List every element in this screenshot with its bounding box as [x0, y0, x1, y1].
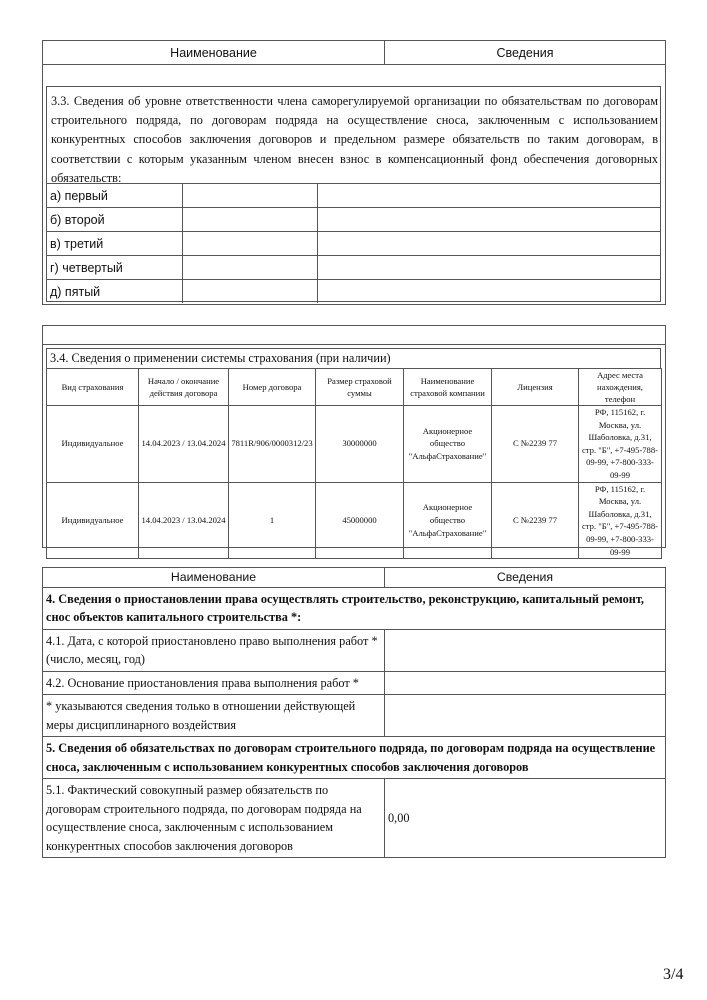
- section-5-title: 5. Сведения об обязательствах по договорам строительного подряда, по договорам подряда на осуществление сноса, заключенным с использованием конкурентных способов заключения договоров: [43, 737, 666, 779]
- contract-period: 14.04.2023 / 13.04.2024: [139, 482, 229, 559]
- insurance-table-header: [47, 369, 662, 406]
- license: С №2239 77: [492, 482, 579, 559]
- suspension-basis-value: [385, 671, 666, 695]
- insurance-type: Индивидуальное: [47, 482, 139, 559]
- suspension-basis-label: 4.2. Основание приостановления права выполнения работ *: [43, 671, 385, 695]
- suspension-obligations-table: [42, 567, 666, 858]
- responsibility-level-table: [46, 86, 661, 302]
- header-name-column: Наименование: [43, 41, 385, 64]
- column-header: Лицензия: [492, 369, 579, 406]
- license: С №2239 77: [492, 406, 579, 483]
- contract-period: 14.04.2023 / 13.04.2024: [139, 406, 229, 483]
- table-header: [43, 41, 665, 65]
- column-header: Начало / окончание действия договора: [139, 369, 229, 406]
- insurance-table: [46, 368, 662, 559]
- table-row: [43, 779, 666, 858]
- insurance-company: Акционерное общество "АльфаСтрахование": [404, 482, 492, 559]
- level-label: б) второй: [47, 208, 182, 232]
- table-row: [47, 208, 660, 232]
- obligations-amount-value: 0,00: [385, 779, 666, 858]
- column-header: Наименование страховой компании: [404, 369, 492, 406]
- insured-sum: 45000000: [316, 482, 404, 559]
- table-row: [43, 737, 666, 779]
- table-row: [43, 587, 666, 629]
- insurance-company: Акционерное общество "АльфаСтрахование": [404, 406, 492, 483]
- table-row: [47, 482, 662, 559]
- section-4-title: 4. Сведения о приостановлении права осуществлять строительство, реконструкцию, капитальный ремонт, снос объектов капитального строительства *:: [43, 587, 666, 629]
- section-3-3-block: [42, 40, 666, 305]
- table-row: [47, 256, 660, 280]
- table-row: [43, 671, 666, 695]
- contract-number: 1: [229, 482, 316, 559]
- table-row: [43, 629, 666, 671]
- header-info-column: Сведения: [385, 568, 666, 588]
- section-3-4-block: [42, 325, 666, 557]
- suspension-date-value: [385, 629, 666, 671]
- header-name-column: Наименование: [43, 568, 385, 588]
- insurance-type: Индивидуальное: [47, 406, 139, 483]
- table-row: [47, 232, 660, 256]
- table-row: [47, 280, 660, 304]
- company-address: РФ, 115162, г. Москва, ул. Шаболовка, д.31, стр. "Б", +7-495-788-09-99, +7-800-333-09-99: [579, 482, 662, 559]
- section-3-3-text: 3.3. Сведения об уровне ответственности члена саморегулируемой организации по обязательствам по договорам строительного подряда, по договорам подряда на осуществление сноса, заключенным с использованием конкурентных способов заключения договоров и предельном размере обязательств по таким договорам, в соответствии с которым указанным членом внесен взнос в компенсационный фонд обеспечения договорных обязательств:: [51, 94, 658, 185]
- footnote: * указываются сведения только в отношении действующей меры дисциплинарного воздействия: [43, 695, 385, 737]
- company-address: РФ, 115162, г. Москва, ул. Шаболовка, д.31, стр. "Б", +7-495-788-09-99, +7-800-333-09-99: [579, 406, 662, 483]
- insured-sum: 30000000: [316, 406, 404, 483]
- level-label: д) пятый: [47, 280, 182, 304]
- column-header: Номер договора: [229, 369, 316, 406]
- page-number: 3/4: [663, 966, 684, 983]
- table-row: [47, 184, 660, 208]
- column-header: Размер страховой суммы: [316, 369, 404, 406]
- column-header: Вид страхования: [47, 369, 139, 406]
- suspension-date-label: 4.1. Дата, с которой приостановлено право выполнения работ * (число, месяц, год): [43, 629, 385, 671]
- level-label: г) четвертый: [47, 256, 182, 280]
- header-info-column: Сведения: [496, 45, 554, 60]
- section-3-4-title: 3.4. Сведения о применении системы страхования (при наличии): [46, 348, 661, 368]
- obligations-amount-label: 5.1. Фактический совокупный размер обязательств по договорам строительного подряда, по договорам подряда на осуществление сноса, заключенным с использованием конкурентных способов заключения договоров: [43, 779, 385, 858]
- column-header: Адрес места нахождения, телефон: [579, 369, 662, 406]
- section-4-5-block: [42, 567, 666, 863]
- table-row: [43, 695, 666, 737]
- table-header: [43, 568, 666, 588]
- level-label: а) первый: [47, 184, 182, 208]
- table-row: [47, 406, 662, 483]
- level-label: в) третий: [47, 232, 182, 256]
- contract-number: 7811R/906/0000312/23: [229, 406, 316, 483]
